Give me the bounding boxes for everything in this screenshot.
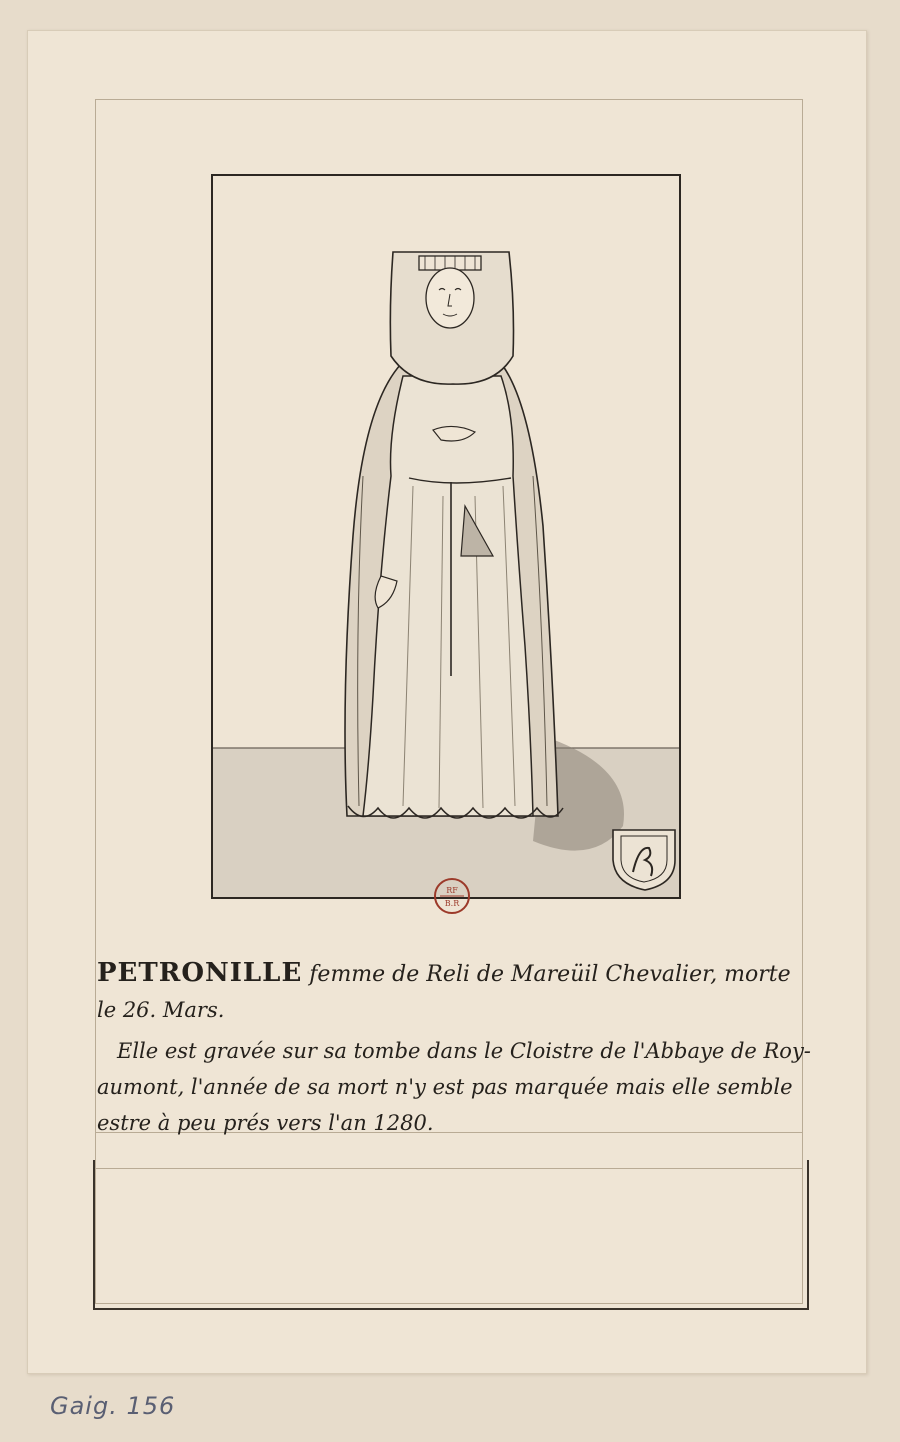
stamp-bottom-text: B.R — [444, 899, 460, 908]
caption-para-line: aumont, l'année de sa mort n'y est pas marquée mais elle semble — [97, 1075, 793, 1099]
caption-line-2: le 26. Mars. — [97, 998, 225, 1022]
stamp-top-text: RF — [446, 886, 458, 895]
caption-para-line: Elle est gravée sur sa tombe dans le Cloistre de l'Abbaye de Roy- — [117, 1039, 811, 1063]
caption-para-line: estre à peu prés vers l'an 1280. — [97, 1111, 434, 1135]
coat-of-arms-shield-icon — [609, 826, 681, 894]
caption-block — [97, 955, 811, 1141]
caption-line-1: femme de Reli de Mareüil Chevalier, morte — [309, 962, 791, 987]
caption-paragraph — [97, 1033, 811, 1141]
library-stamp-icon — [432, 876, 472, 916]
effigy-figure-icon — [213, 176, 679, 897]
effigy-drawing — [211, 174, 681, 899]
caption-heading-line — [97, 955, 807, 993]
shelfmark: Gaig. 156 — [50, 1392, 176, 1420]
subject-name: PETRONILLE — [97, 958, 303, 988]
lower-frame — [93, 1160, 809, 1310]
